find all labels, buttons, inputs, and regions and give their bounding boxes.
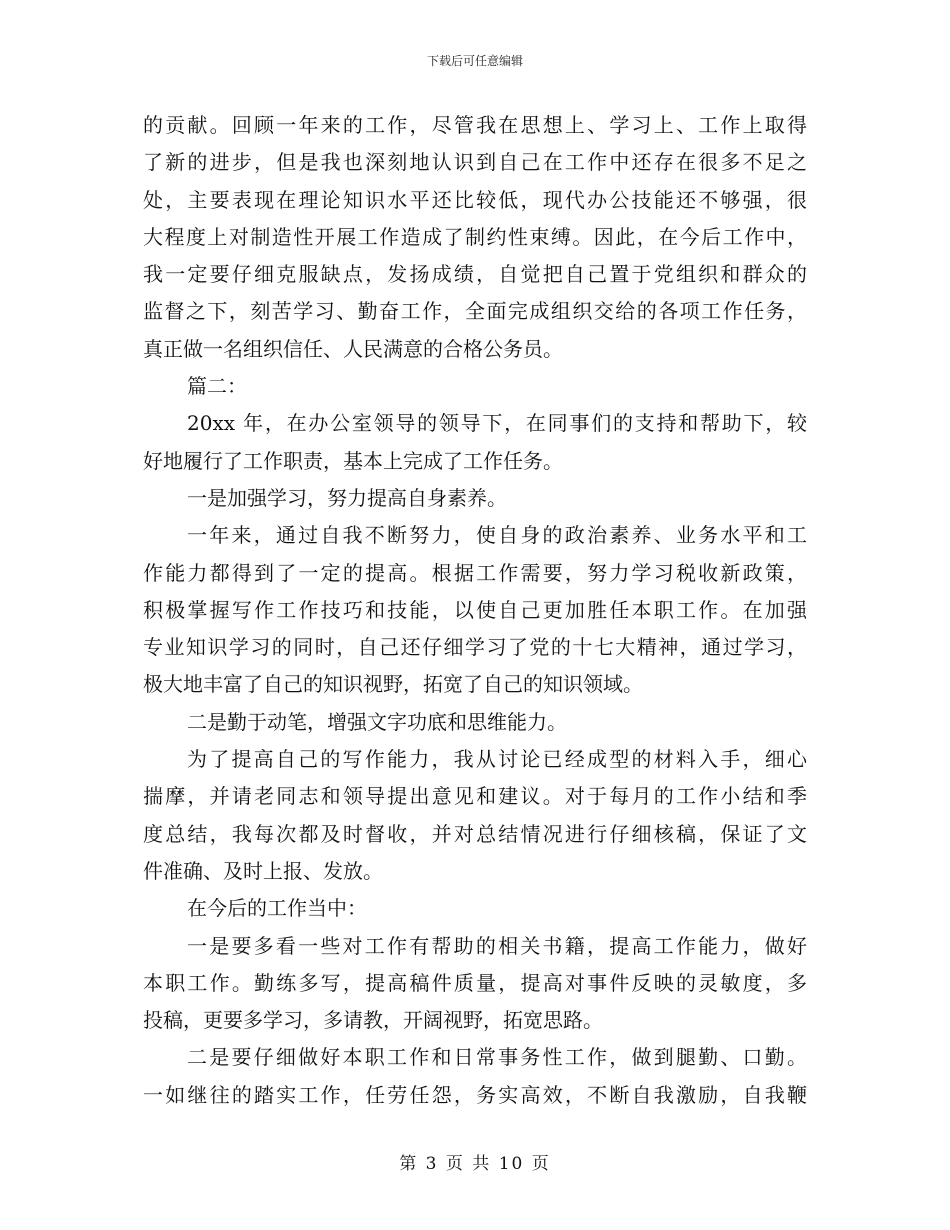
text-line: 我一定要仔细克服缺点，发扬成绩，自觉把自己置于党组织和群众的 xyxy=(143,262,807,287)
text-line: 的贡献。回顾一年来的工作，尽管我在思想上、学习上、工作上取得 xyxy=(143,113,807,137)
page-header: 下载后可任意编辑 xyxy=(426,54,523,68)
text-line: 大程度上对制造性开展工作造成了制约性束缚。因此，在今后工作中， xyxy=(143,224,807,249)
subheading-line: 在今后的工作当中： xyxy=(187,896,367,921)
text-line: 专业知识学习的同时，自己还仔细学习了党的十七大精神，通过学习， xyxy=(143,635,807,660)
text-line: 极大地丰富了自己的知识视野，拓宽了自己的知识领域。 xyxy=(143,672,643,697)
text-line: 一年来，通过自我不断努力，使自身的政治素养、业务水平和工 xyxy=(187,523,807,548)
text-line: 好地履行了工作职责，基本上完成了工作任务。 xyxy=(143,448,563,473)
text-line: 件准确、及时上报、发放。 xyxy=(143,858,383,883)
text-line: 投稿，更要多学习，多请教，开阔视野，拓宽思路。 xyxy=(143,1008,603,1033)
subheading-line: 一是加强学习，努力提高自身素养。 xyxy=(187,485,507,510)
text-line: 处，主要表现在理论知识水平还比较低，现代办公技能还不够强，很 xyxy=(143,187,807,212)
text-line: 20xx 年，在办公室领导的领导下，在同事们的支持和帮助下，较 xyxy=(187,411,807,436)
text-line: 真正做一名组织信任、人民满意的合格公务员。 xyxy=(143,336,563,361)
text-line: 一如继往的踏实工作，任劳任怨，务实高效，不断自我激励，自我鞭 xyxy=(143,1082,807,1107)
text-line: 揣摩，并请老同志和领导提出意见和建议。对于每月的工作小结和季 xyxy=(143,784,807,809)
text-line: 二是要仔细做好本职工作和日常事务性工作，做到腿勤、口勤。 xyxy=(187,1045,807,1070)
text-line: 为了提高自己的写作能力，我从讨论已经成型的材料入手，细心 xyxy=(187,747,807,772)
text-line: 监督之下，刻苦学习、勤奋工作，全面完成组织交给的各项工作任务， xyxy=(143,299,807,324)
text-line: 度总结，我每次都及时督收，并对总结情况进行仔细核稿，保证了文 xyxy=(143,821,807,846)
text-line: 了新的进步，但是我也深刻地认识到自己在工作中还存在很多不足之 xyxy=(143,150,807,175)
document-body xyxy=(143,107,807,1114)
text-line: 本职工作。勤练多写，提高稿件质量，提高对事件反映的灵敏度，多 xyxy=(143,970,807,995)
text-line: 一是要多看一些对工作有帮助的相关书籍，提高工作能力，做好 xyxy=(187,933,807,958)
text-line: 积极掌握写作工作技巧和技能，以使自己更加胜任本职工作。在加强 xyxy=(143,597,807,622)
text-line: 作能力都得到了一定的提高。根据工作需要，努力学习税收新政策， xyxy=(143,560,807,585)
section-heading: 篇二： xyxy=(187,374,247,399)
subheading-line: 二是勤于动笔，增强文字功底和思维能力。 xyxy=(187,709,567,734)
page-number-footer: 第 3 页 共 10 页 xyxy=(399,1154,551,1174)
